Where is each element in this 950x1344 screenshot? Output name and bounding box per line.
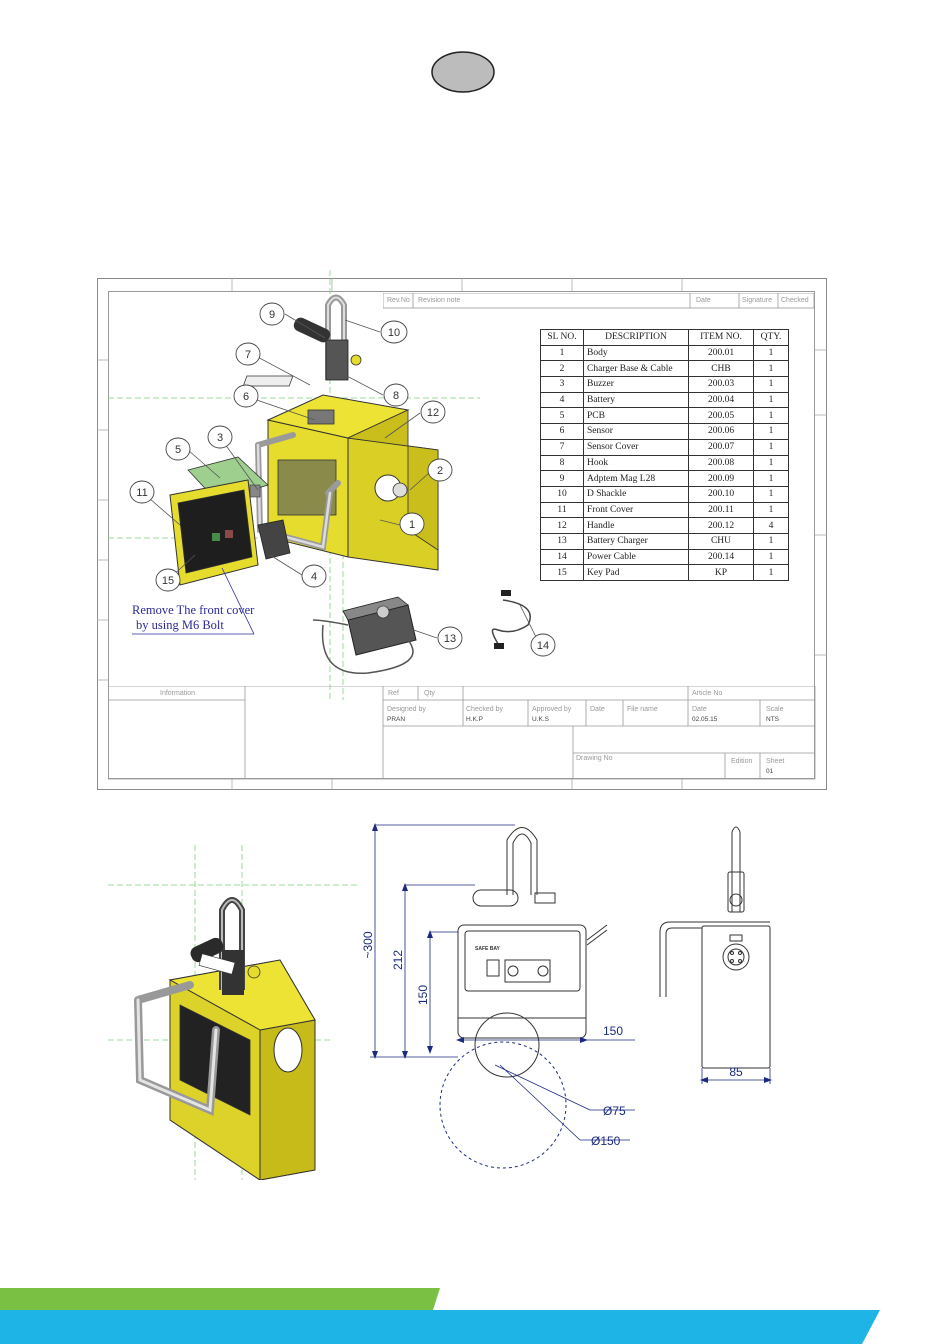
bom-cell-description: Key Pad: [584, 565, 689, 581]
bom-cell-qty: 1: [754, 565, 789, 581]
callout-13-text: 13: [443, 633, 457, 645]
qty-label: Qty: [424, 690, 435, 697]
note-line-2: by using M6 Bolt: [136, 618, 224, 632]
bom-cell-sl: 4: [541, 392, 584, 408]
front-cover-note: [132, 603, 254, 633]
bom-cell-qty: 1: [754, 377, 789, 393]
bom-cell-sl: 14: [541, 549, 584, 565]
dim-height-hook: 212: [391, 949, 405, 971]
callout-12-text: 12: [426, 407, 440, 419]
front-view-dimensioned: [345, 815, 645, 1175]
bom-cell-description: Battery Charger: [584, 533, 689, 549]
callout-7-text: 7: [244, 349, 252, 361]
callout-8-text: 8: [392, 390, 400, 402]
bom-header-item-no: ITEM NO.: [689, 330, 754, 346]
keypad-brand-label: SAFE BAY: [475, 946, 500, 952]
callout-15-text: 15: [161, 575, 175, 587]
bom-cell-description: Sensor: [584, 424, 689, 440]
dim-height-total: ~300: [361, 931, 375, 959]
footer-green-stripe: [0, 1288, 440, 1310]
approved-by-label: Approved by: [532, 706, 572, 713]
bom-cell-sl: 11: [541, 502, 584, 518]
bom-cell-item-no: 200.09: [689, 471, 754, 487]
bom-cell-item-no: 200.07: [689, 439, 754, 455]
callout-14-text: 14: [536, 640, 550, 652]
bom-header-qty: QTY.: [754, 330, 789, 346]
bom-cell-item-no: 200.03: [689, 377, 754, 393]
bom-header-sl: SL NO.: [541, 330, 584, 346]
bom-cell-description: PCB: [584, 408, 689, 424]
callout-2-text: 2: [436, 465, 444, 477]
dim-depth: 85: [729, 1065, 743, 1079]
bom-cell-sl: 1: [541, 345, 584, 361]
article-no-label: Article No: [692, 690, 723, 697]
bom-cell-item-no: KP: [689, 565, 754, 581]
bom-cell-qty: 1: [754, 345, 789, 361]
bom-cell-qty: 1: [754, 486, 789, 502]
side-view-dimensioned: [650, 822, 800, 1092]
signature-label: Signature: [742, 297, 772, 304]
approved-by-value: U.K.S: [532, 716, 549, 723]
revision-note-label: Revision note: [418, 297, 461, 304]
bom-cell-item-no: CHU: [689, 533, 754, 549]
dim-width-body: 150: [603, 1024, 624, 1038]
footer-blue-stripe: [0, 1310, 880, 1344]
bom-cell-qty: 1: [754, 439, 789, 455]
bom-cell-description: Adptem Mag L28: [584, 471, 689, 487]
bom-cell-item-no: 200.12: [689, 518, 754, 534]
footer-band: [0, 1288, 950, 1344]
bom-cell-sl: 9: [541, 471, 584, 487]
bom-cell-qty: 1: [754, 502, 789, 518]
file-name-label: File name: [627, 706, 658, 713]
ref-label: Ref: [388, 690, 399, 697]
bom-cell-description: Charger Base & Cable: [584, 361, 689, 377]
title-block: [108, 686, 816, 780]
callout-11-text: 11: [136, 487, 148, 499]
bom-cell-qty: 1: [754, 408, 789, 424]
bom-cell-description: Sensor Cover: [584, 439, 689, 455]
bom-cell-sl: 8: [541, 455, 584, 471]
drawing-no-label: Drawing No: [576, 755, 613, 762]
bom-cell-description: Power Cable: [584, 549, 689, 565]
information-label: Information: [160, 690, 196, 697]
callout-9-text: 9: [268, 309, 276, 321]
callout-5-text: 5: [174, 444, 182, 456]
bom-cell-qty: 4: [754, 518, 789, 534]
bom-cell-item-no: 200.04: [689, 392, 754, 408]
bom-cell-item-no: 200.06: [689, 424, 754, 440]
bom-cell-description: Body: [584, 345, 689, 361]
dia-150-circle: [440, 1042, 566, 1168]
bom-cell-qty: 1: [754, 455, 789, 471]
callout-4-text: 4: [310, 571, 318, 583]
rev-date-label: Date: [696, 297, 711, 304]
callout-3-text: 3: [216, 432, 224, 444]
designed-by-label: Designed by: [387, 706, 426, 713]
scale-value: NTS: [766, 716, 779, 723]
bom-cell-sl: 10: [541, 486, 584, 502]
bom-cell-description: D Shackle: [584, 486, 689, 502]
isometric-view: [110, 880, 330, 1180]
bom-cell-description: Front Cover: [584, 502, 689, 518]
bom-cell-sl: 15: [541, 565, 584, 581]
dim-height-body: 150: [416, 984, 430, 1006]
checked-by-value: H.K.P: [466, 716, 483, 723]
bom-cell-item-no: 200.11: [689, 502, 754, 518]
bom-cell-item-no: 200.08: [689, 455, 754, 471]
bom-cell-qty: 1: [754, 533, 789, 549]
bom-cell-item-no: 200.14: [689, 549, 754, 565]
checked-by-label: Checked by: [466, 706, 503, 713]
bom-cell-description: Hook: [584, 455, 689, 471]
note-line-1: Remove The front cover: [132, 603, 255, 617]
bom-cell-item-no: 200.01: [689, 345, 754, 361]
bom-cell-description: Battery: [584, 392, 689, 408]
bom-cell-sl: 2: [541, 361, 584, 377]
sheet-label: Sheet: [766, 758, 785, 765]
designed-by-value: PRAN: [387, 716, 406, 723]
callout-6-text: 6: [242, 391, 250, 403]
date-label: Date: [590, 706, 605, 713]
bom-cell-description: Buzzer: [584, 377, 689, 393]
bom-cell-qty: 1: [754, 424, 789, 440]
bom-cell-qty: 1: [754, 549, 789, 565]
dim-dia-inner: Ø75: [603, 1104, 626, 1118]
bom-header-description: DESCRIPTION: [584, 330, 689, 346]
bom-cell-sl: 5: [541, 408, 584, 424]
bom-cell-qty: 1: [754, 471, 789, 487]
edition-label: Edition: [731, 758, 753, 765]
checked-label: Checked: [781, 297, 809, 304]
bom-cell-qty: 1: [754, 392, 789, 408]
bom-cell-item-no: 200.05: [689, 408, 754, 424]
bom-cell-sl: 12: [541, 518, 584, 534]
date-value: 02.05.15: [692, 716, 718, 723]
bom-cell-item-no: 200.10: [689, 486, 754, 502]
sheet-value: 01: [766, 768, 774, 775]
bom-cell-sl: 3: [541, 377, 584, 393]
bom-cell-sl: 13: [541, 533, 584, 549]
bom-cell-item-no: CHB: [689, 361, 754, 377]
bom-cell-description: Handle: [584, 518, 689, 534]
callout-10-text: 10: [387, 327, 401, 339]
callout-1-text: 1: [408, 519, 416, 531]
rev-no-label: Rev.No: [387, 297, 410, 304]
bom-cell-sl: 7: [541, 439, 584, 455]
bom-cell-qty: 1: [754, 361, 789, 377]
dim-dia-outer: Ø150: [591, 1134, 621, 1148]
bom-cell-sl: 6: [541, 424, 584, 440]
date2-label: Date: [692, 706, 707, 713]
scale-label: Scale: [766, 706, 784, 713]
